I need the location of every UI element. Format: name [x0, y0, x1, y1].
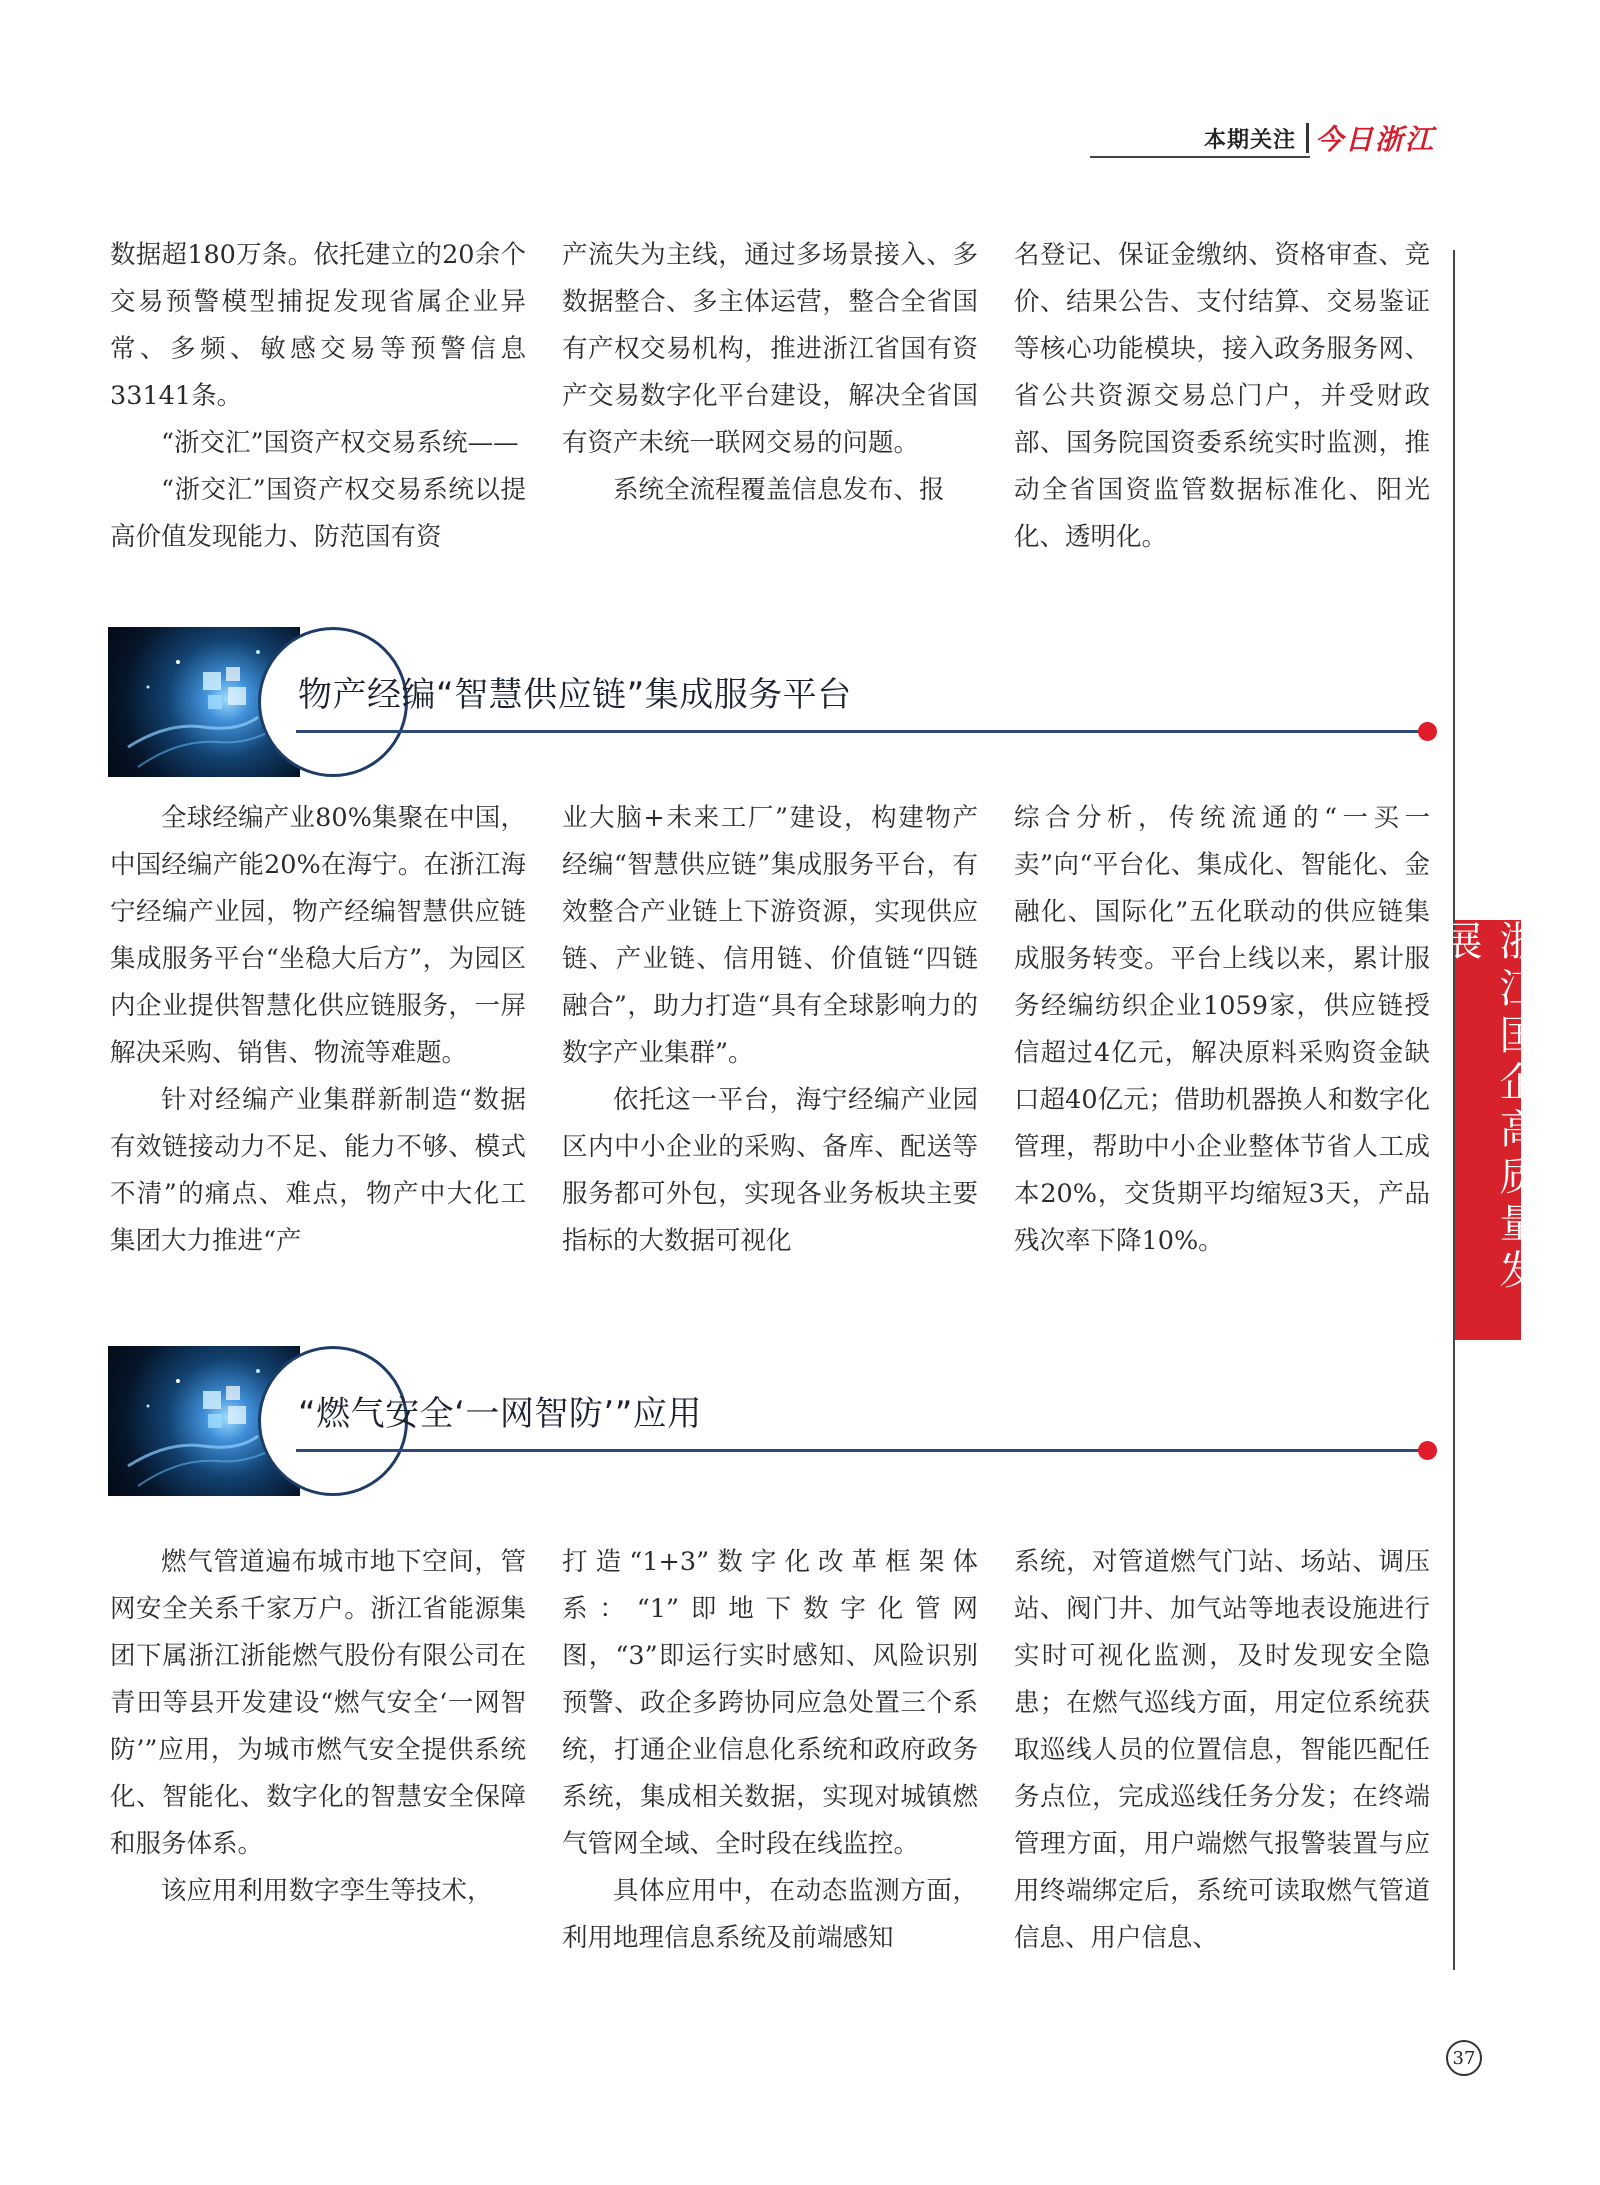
section1-column-3 — [1014, 795, 1430, 1265]
red-dot-marker — [1418, 722, 1437, 741]
section-title: “燃气安全‘一网智防’”应用 — [298, 1394, 702, 1434]
paragraph: 业大脑+未来工厂”建设，构建物产经编“智慧供应链”集成服务平台，有效整合产业链上下游资源，实现供应链、产业链、信用链、价值链“四链融合”，助力打造“具有全球影响力的数字产业集群”。 — [562, 803, 978, 1068]
section-underline — [296, 730, 1426, 733]
paragraph: 全球经编产业80%集聚在中国，中国经编产能20%在海宁。在浙江海宁经编产业园，物产经编智慧供应链集成服务平台“坐稳大后方”，为园区内企业提供智慧化供应链服务，一屏解决采购、销售、物流等难题。 — [110, 803, 526, 1068]
paragraph: 燃气管道遍布城市地下空间，管网安全关系千家万户。浙江省能源集团下属浙江浙能燃气股份有限公司在青田等县开发建设“燃气安全‘一网智防’”应用，为城市燃气安全提供系统化、智能化、数字化的智慧安全保障和服务体系。 — [110, 1547, 526, 1859]
paragraph: 综合分析，传统流通的“一买一卖”向“平台化、集成化、智能化、金融化、国际化”五化联动的供应链集成服务转变。平台上线以来，累计服务经编纺织企业1059家，供应链授信超过4亿元，解决原料采购资金缺口超40亿元；借助机器换人和数字化管理，帮助中小企业整体节省人工成本20%，交货期平均缩短3天，产品残次率下降10%。 — [1014, 803, 1430, 1256]
section-underline — [296, 1449, 1426, 1452]
paragraph: 针对经编产业集群新制造“数据有效链接动力不足、能力不够、模式不清”的痛点、难点，物产中大化工集团大力推进“产 — [110, 1085, 526, 1256]
paragraph: 依托这一平台，海宁经编产业园区内中小企业的采购、备库、配送等服务都可外包，实现各业务板块主要指标的大数据可视化 — [562, 1085, 978, 1256]
top-column-3 — [1014, 232, 1430, 561]
paragraph: 打造“1+3”数字化改革框架体系：“1”即地下数字化管网图，“3”即运行实时感知、风险识别预警、政企多跨协同应急处置三个系统，打通企业信息化系统和政府政务系统，集成相关数据，实现对城镇燃气管网全域、全时段在线监控。 — [562, 1547, 978, 1859]
paragraph: 产流失为主线，通过多场景接入、多数据整合、多主体运营，整合全省国有产权交易机构，推进浙江省国有资产交易数字化平台建设，解决全省国有资产未统一联网交易的问题。 — [562, 240, 978, 458]
section-title: 物产经编“智慧供应链”集成服务平台 — [298, 675, 852, 715]
section1-column-2 — [562, 795, 978, 1265]
red-dot-marker — [1418, 1441, 1437, 1460]
paragraph: 数据超180万条。依托建立的20余个交易预警模型捕捉发现省属企业异常、多频、敏感交易等预警信息33141条。 — [110, 240, 526, 411]
section2-column-3 — [1014, 1539, 1430, 1962]
section-heading-2 — [108, 1346, 1438, 1496]
paragraph: “浙交汇”国资产权交易系统—— — [161, 428, 519, 458]
section2-column-1 — [110, 1539, 526, 1915]
top-column-1 — [110, 232, 526, 561]
page-header — [1204, 118, 1435, 158]
section1-column-1 — [110, 795, 526, 1265]
paragraph: 该应用利用数字孪生等技术， — [161, 1876, 493, 1906]
page-number: 37 — [1446, 2040, 1482, 2076]
section2-column-2 — [562, 1539, 978, 1962]
paragraph: 系统，对管道燃气门站、场站、调压站、阀门井、加气站等地表设施进行实时可视化监测，及时发现安全隐患；在燃气巡线方面，用定位系统获取巡线人员的位置信息，智能匹配任务点位，完成巡线任务分发；在终端管理方面，用户端燃气报警装置与应用终端绑定后，系统可读取燃气管道信息、用户信息、 — [1014, 1547, 1430, 1953]
side-tab-label: 浙江国企高质量发展 — [1436, 920, 1539, 1296]
paragraph: 具体应用中，在动态监测方面，利用地理信息系统及前端感知 — [562, 1876, 978, 1953]
paragraph: “浙交汇”国资产权交易系统以提高价值发现能力、防范国有资 — [110, 475, 526, 552]
paragraph: 名登记、保证金缴纳、资格审查、竞价、结果公告、支付结算、交易鉴证等核心功能模块，接入政务服务网、省公共资源交易总门户，并受财政部、国务院国资委系统实时监测，推动全省国资监管数据标准化、阳光化、透明化。 — [1014, 240, 1430, 552]
section-heading-1 — [108, 627, 1438, 777]
side-section-tab — [1436, 920, 1539, 1340]
top-column-2 — [562, 232, 978, 514]
header-section-label: 本期关注 — [1203, 127, 1296, 153]
magazine-logo: 今日浙江 — [1314, 123, 1435, 156]
paragraph: 系统全流程覆盖信息发布、报 — [613, 475, 945, 505]
header-rule — [1090, 156, 1310, 158]
header-divider — [1306, 123, 1309, 153]
